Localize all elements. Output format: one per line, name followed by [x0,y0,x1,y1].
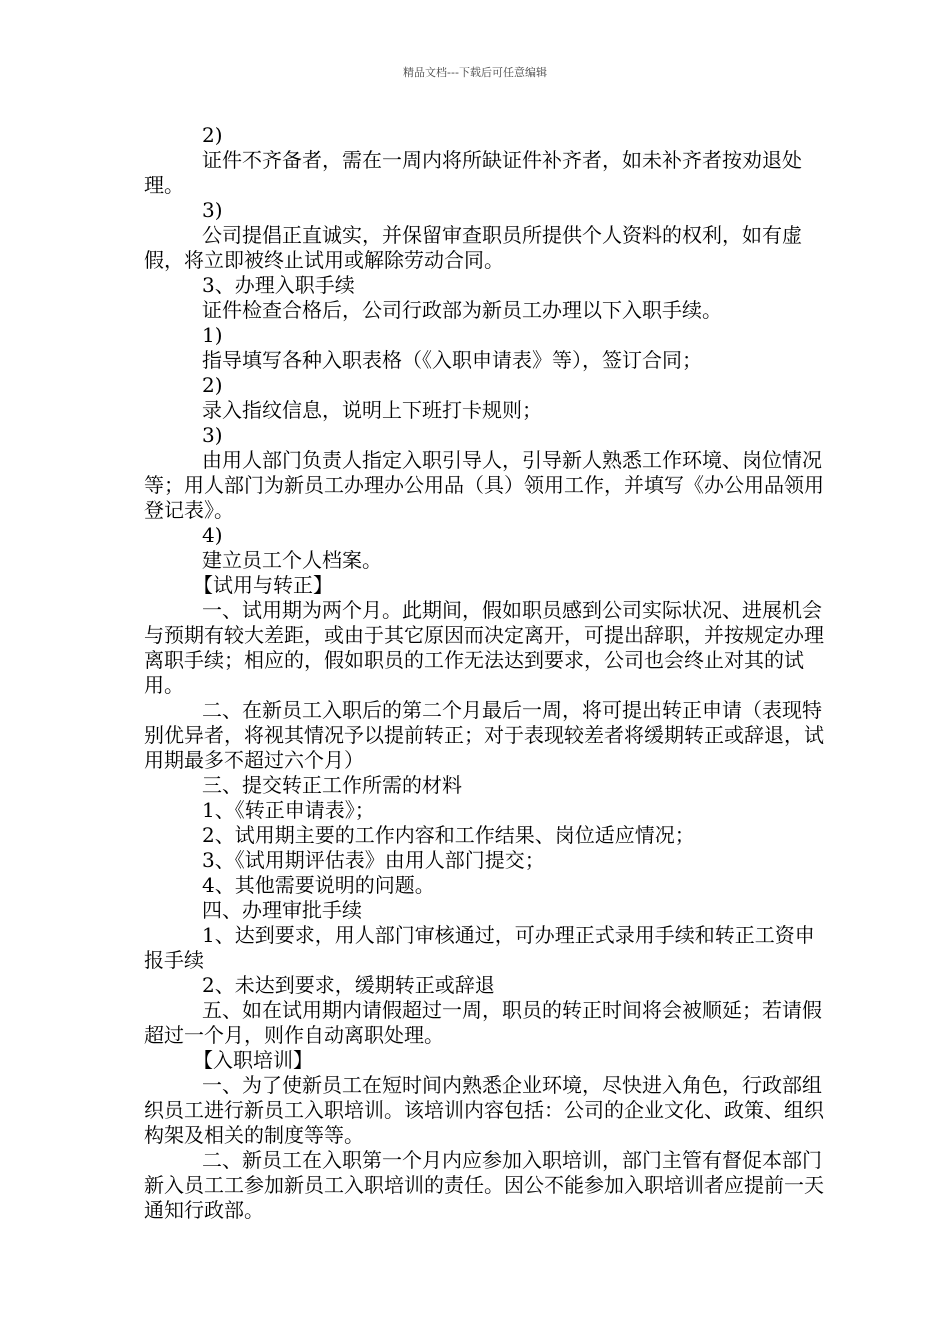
paragraph: 4) [202,523,223,547]
document-body [144,123,834,1223]
paragraph: 2) [202,373,223,397]
page-header: 精品文档---下载后可任意编辑 [403,66,547,79]
paragraph: 指导填写各种入职表格（《入职申请表》等），签订合同； [202,348,702,372]
paragraph: 一、试用期为两个月。此期间，假如职员感到公司实际状况、进展机会与预期有较大差距，或由于其它原因而决定离开，可提出辞职，并按规定办理离职手续；相应的，假如职员的工作无法达到要求，公司也会终止对其的试用。 [144,598,824,697]
paragraph: 二、新员工在入职第一个月内应参加入职培训，部门主管有督促本部门新入员工工参加新员工入职培训的责任。因公不能参加入职培训者应提前一天通知行政部。 [144,1148,824,1222]
section-heading: 【试用与转正】 [193,573,333,597]
paragraph: 四、办理审批手续 [202,898,362,922]
paragraph: 3) [202,423,223,447]
paragraph: 3) [202,198,223,222]
paragraph: 一、为了使新员工在短时间内熟悉企业环境，尽快进入角色，行政部组织员工进行新员工入职培训。该培训内容包括：公司的企业文化、政策、组织构架及相关的制度等等。 [144,1073,824,1147]
paragraph: 由用人部门负责人指定入职引导人，引导新人熟悉工作环境、岗位情况等；用人部门为新员工办理办公用品（具）领用工作，并填写《办公用品领用登记表》。 [144,448,824,522]
paragraph: 录入指纹信息，说明上下班打卡规则； [202,398,542,422]
paragraph: 3、《试用期评估表》由用人部门提交； [202,848,545,872]
paragraph: 4、其他需要说明的问题。 [202,873,435,897]
paragraph: 2) [202,123,223,147]
paragraph: 2、未达到要求，缓期转正或辞退 [202,973,495,997]
paragraph: 2、试用期主要的工作内容和工作结果、岗位适应情况； [202,823,695,847]
paragraph: 1、《转正申请表》； [202,798,375,822]
paragraph: 公司提倡正直诚实，并保留审查职员所提供个人资料的权利，如有虚假，将立即被终止试用或解除劳动合同。 [144,223,802,272]
paragraph: 证件检查合格后，公司行政部为新员工办理以下入职手续。 [202,298,722,322]
paragraph: 1) [202,323,223,347]
paragraph: 证件不齐备者，需在一周内将所缺证件补齐者，如未补齐者按劝退处理。 [144,148,802,197]
paragraph: 1、达到要求，用人部门审核通过，可办理正式录用手续和转正工资申报手续 [144,923,815,972]
paragraph: 二、在新员工入职后的第二个月最后一周，将可提出转正申请（表现特别优异者，将视其情况予以提前转正；对于表现较差者将缓期转正或辞退，试用期最多不超过六个月） [144,698,824,772]
paragraph: 3、办理入职手续 [202,273,355,297]
section-heading: 【入职培训】 [193,1048,313,1072]
paragraph: 建立员工个人档案。 [202,548,382,572]
paragraph: 五、如在试用期内请假超过一周，职员的转正时间将会被顺延；若请假超过一个月，则作自动离职处理。 [144,998,822,1047]
paragraph: 三、提交转正工作所需的材料 [202,773,462,797]
